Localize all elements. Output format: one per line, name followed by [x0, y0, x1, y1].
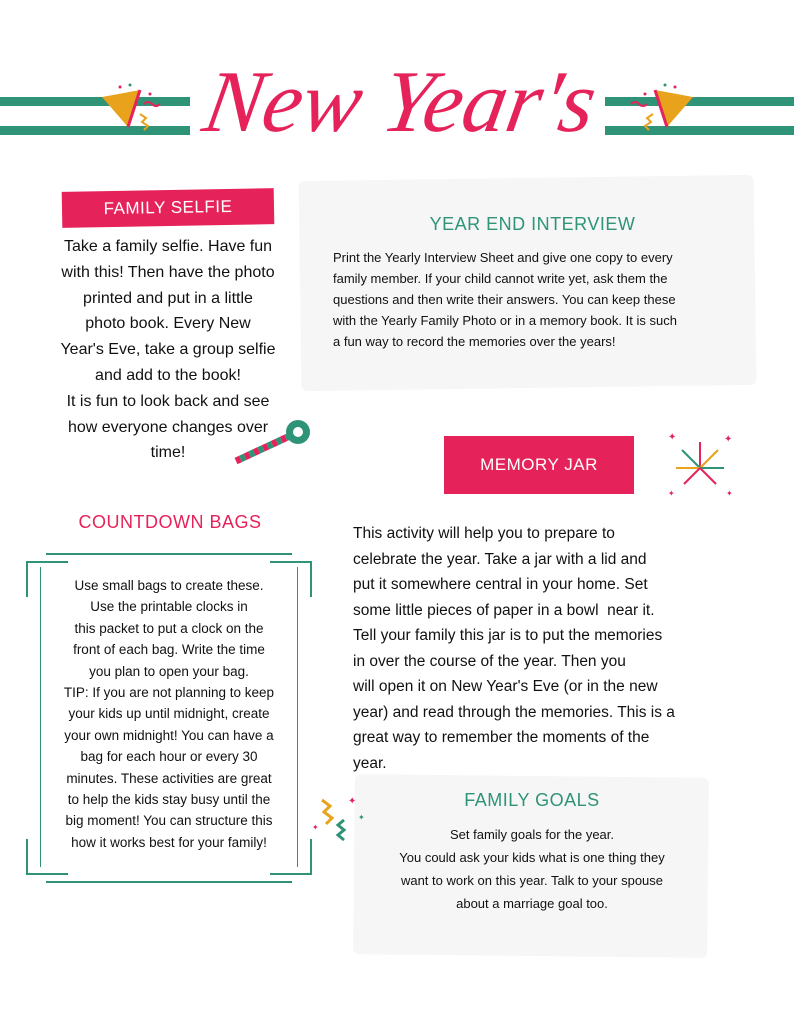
- memory-jar-heading-text: MEMORY JAR: [480, 455, 598, 474]
- memory-jar-heading: [444, 436, 634, 494]
- svg-text:✦: ✦: [348, 796, 357, 807]
- countdown-bags-text: Use small bags to create these. Use the printable clocks in this packet to put a clock on the front of each bag. Write the time you plan to open your bag. TIP: If you are not planning to keep your kids up until midnight, create your own midnight! You can have a bag for each hour or every 30 minutes. These activities are great to help the kids stay busy until the big moment! You can structure this how it works best for your family!: [63, 578, 275, 850]
- year-end-interview-text: Print the Yearly Interview Sheet and give one copy to every family member. If your child cannot write yet, ask them the questions and then write their answers. You can keep these with the Yearly Family Photo or in a memory book. It is such a fun way to record the memories over the years!: [333, 250, 677, 349]
- year-end-interview-heading: YEAR END INTERVIEW: [429, 214, 636, 234]
- party-hat-icon: [100, 82, 170, 142]
- svg-text:✦: ✦: [726, 489, 733, 498]
- family-goals-text: Set family goals for the year. You could ask your kids what is one thing they want to work on this year. Talk to your spouse about a marriage goal too.: [399, 827, 665, 911]
- svg-text:✦: ✦: [668, 432, 677, 443]
- page-title-text: New Year's: [196, 54, 604, 151]
- svg-text:✦: ✦: [358, 813, 365, 822]
- svg-text:✦: ✦: [312, 823, 319, 832]
- party-blower-icon: [232, 415, 317, 465]
- svg-text:✦: ✦: [668, 489, 675, 498]
- countdown-bags-heading: COUNTDOWN BAGS: [78, 512, 262, 532]
- fireworks-icon: [664, 428, 736, 500]
- family-selfie-heading-text: FAMILY SELFIE: [103, 196, 233, 219]
- family-goals-heading: FAMILY GOALS: [464, 790, 600, 810]
- svg-text:✦: ✦: [724, 434, 733, 445]
- party-hat-icon: [625, 82, 695, 142]
- memory-jar-text: This activity will help you to prepare to celebrate the year. Take a jar with a lid and put it somewhere central in your home. Set some little pieces of paper in a bowl near it. Tell your family this jar is to put the memories in over the course of the year. Then you will open it on New Year's Eve (or in the new year) and read through the memories. This is a great way to remember the moments of the year.: [353, 525, 675, 772]
- family-selfie-heading: [62, 188, 275, 228]
- page-title: [190, 28, 610, 178]
- family-selfie-text: Take a family selfie. Have fun with this! Then have the photo printed and put in a little photo book. Every New Year's Eve, take a group selfie and add to the book! It is fun to look back and see how everyone changes over time!: [60, 238, 276, 462]
